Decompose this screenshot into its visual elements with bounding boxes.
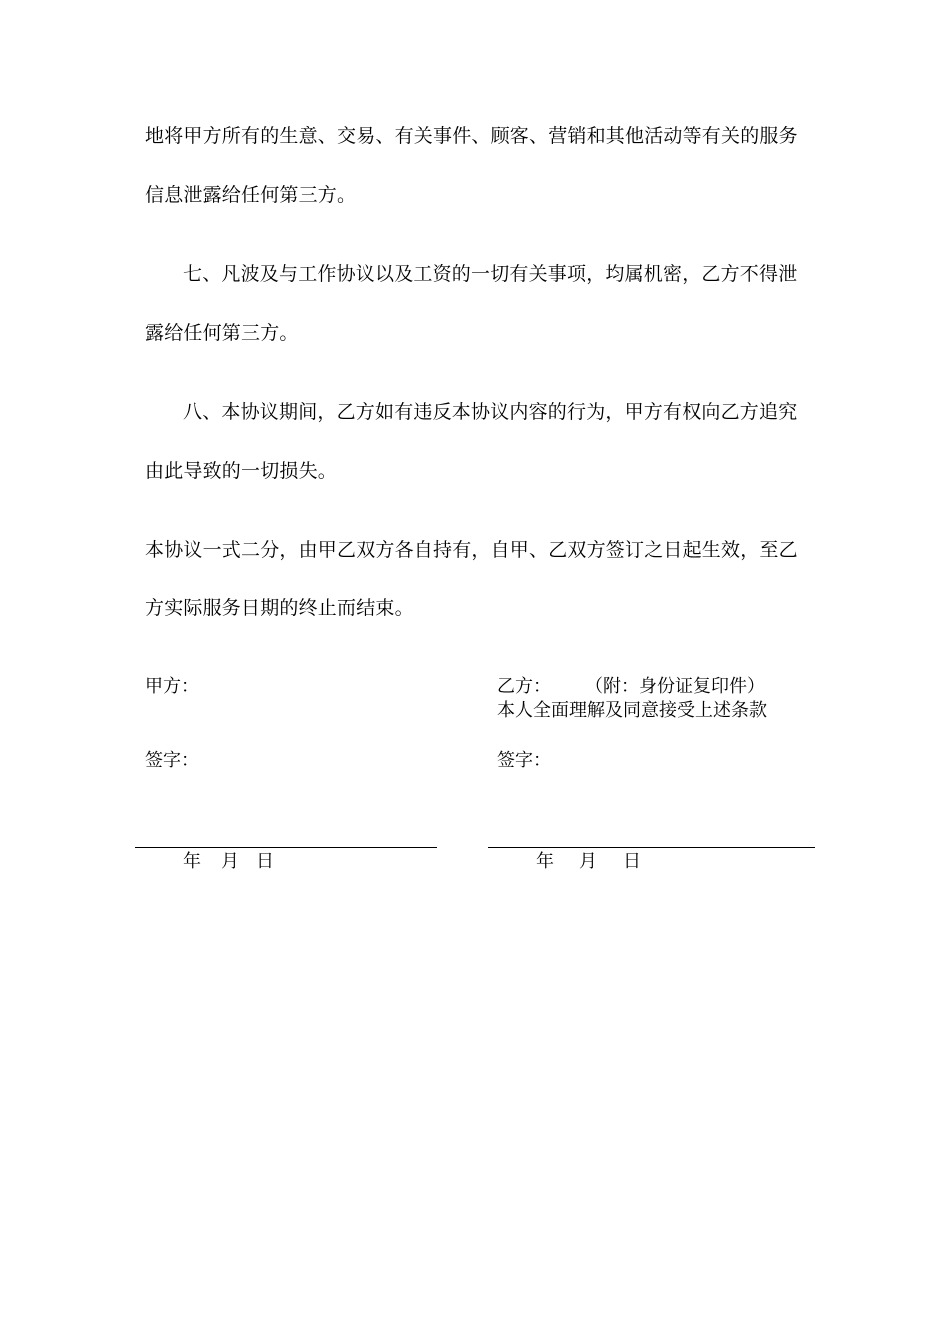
party-a-sign-label: 签字： <box>145 750 199 771</box>
clause-8-line-2: 由此导致的一切损失。 <box>145 460 338 482</box>
clause-7-line-2: 露给任何第三方。 <box>145 322 299 344</box>
party-a-signature-line <box>135 847 437 848</box>
party-b-date-month: 月 <box>579 851 597 872</box>
party-a-date-month: 月 <box>221 851 239 872</box>
party-b-date-day: 日 <box>623 851 641 872</box>
party-a-label: 甲方： <box>145 676 199 697</box>
closing-line-2: 方实际服务日期的终止而结束。 <box>145 597 414 619</box>
party-b-sign-label: 签字： <box>497 750 551 771</box>
closing-line-1: 本协议一式二分，由甲乙双方各自持有，自甲、乙双方签订之日起生效，至乙 <box>145 539 798 561</box>
clause-6-line-1: 地将甲方所有的生意、交易、有关事件、顾客、营销和其他活动等有关的服务 <box>145 125 798 147</box>
party-b-signature-line <box>488 847 815 848</box>
party-b-date-year: 年 <box>536 851 554 872</box>
clause-6-line-2: 信息泄露给任何第三方。 <box>145 184 357 206</box>
party-b-agreement-statement: 本人全面理解及同意接受上述条款 <box>497 700 767 721</box>
clause-8-line-1: 八、本协议期间，乙方如有违反本协议内容的行为，甲方有权向乙方追究 <box>183 401 798 423</box>
clause-7-line-1: 七、凡波及与工作协议以及工资的一切有关事项，均属机密，乙方不得泄 <box>183 263 798 285</box>
party-a-date-day: 日 <box>256 851 274 872</box>
party-b-label: 乙方： <box>497 676 551 697</box>
party-a-date-year: 年 <box>183 851 201 872</box>
party-b-id-note: （附：身份证复印件） <box>585 676 765 697</box>
